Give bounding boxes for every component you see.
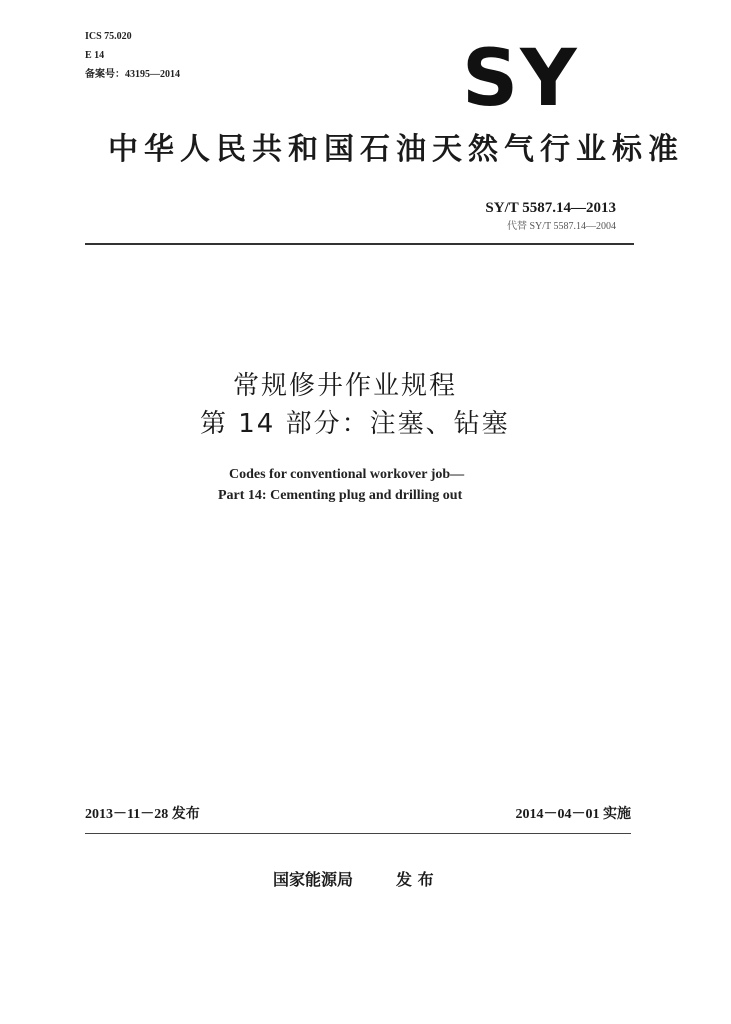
title-en-line1: Codes for conventional workover job— [229, 467, 465, 482]
footer-divider [85, 833, 631, 834]
issue-date: 2013－11－28 发布 [85, 807, 200, 822]
record-number: 备案号：43195—2014 [85, 69, 180, 80]
publisher-name: 国家能源局 [273, 870, 354, 889]
title-cn-line2: 第 14 部分：注塞、钻塞 [200, 409, 510, 439]
title-en-line2: Part 14: Cementing plug and drilling out [218, 488, 463, 503]
sy-logo: SY [462, 34, 579, 124]
org-title: 中华人民共和国石油天然气行业标准 [108, 132, 684, 167]
replaces-standard: 代替 SY/T 5587.14—2004 [507, 221, 616, 232]
implementation-date: 2014－04－01 实施 [515, 807, 631, 822]
publish-label: 发 布 [396, 870, 434, 889]
title-cn-line1: 常规修井作业规程 [233, 371, 458, 401]
standard-number: SY/T 5587.14—2013 [485, 200, 616, 216]
header-divider [85, 243, 634, 245]
category-code: E 14 [85, 50, 105, 61]
ics-code: ICS 75.020 [85, 31, 132, 42]
